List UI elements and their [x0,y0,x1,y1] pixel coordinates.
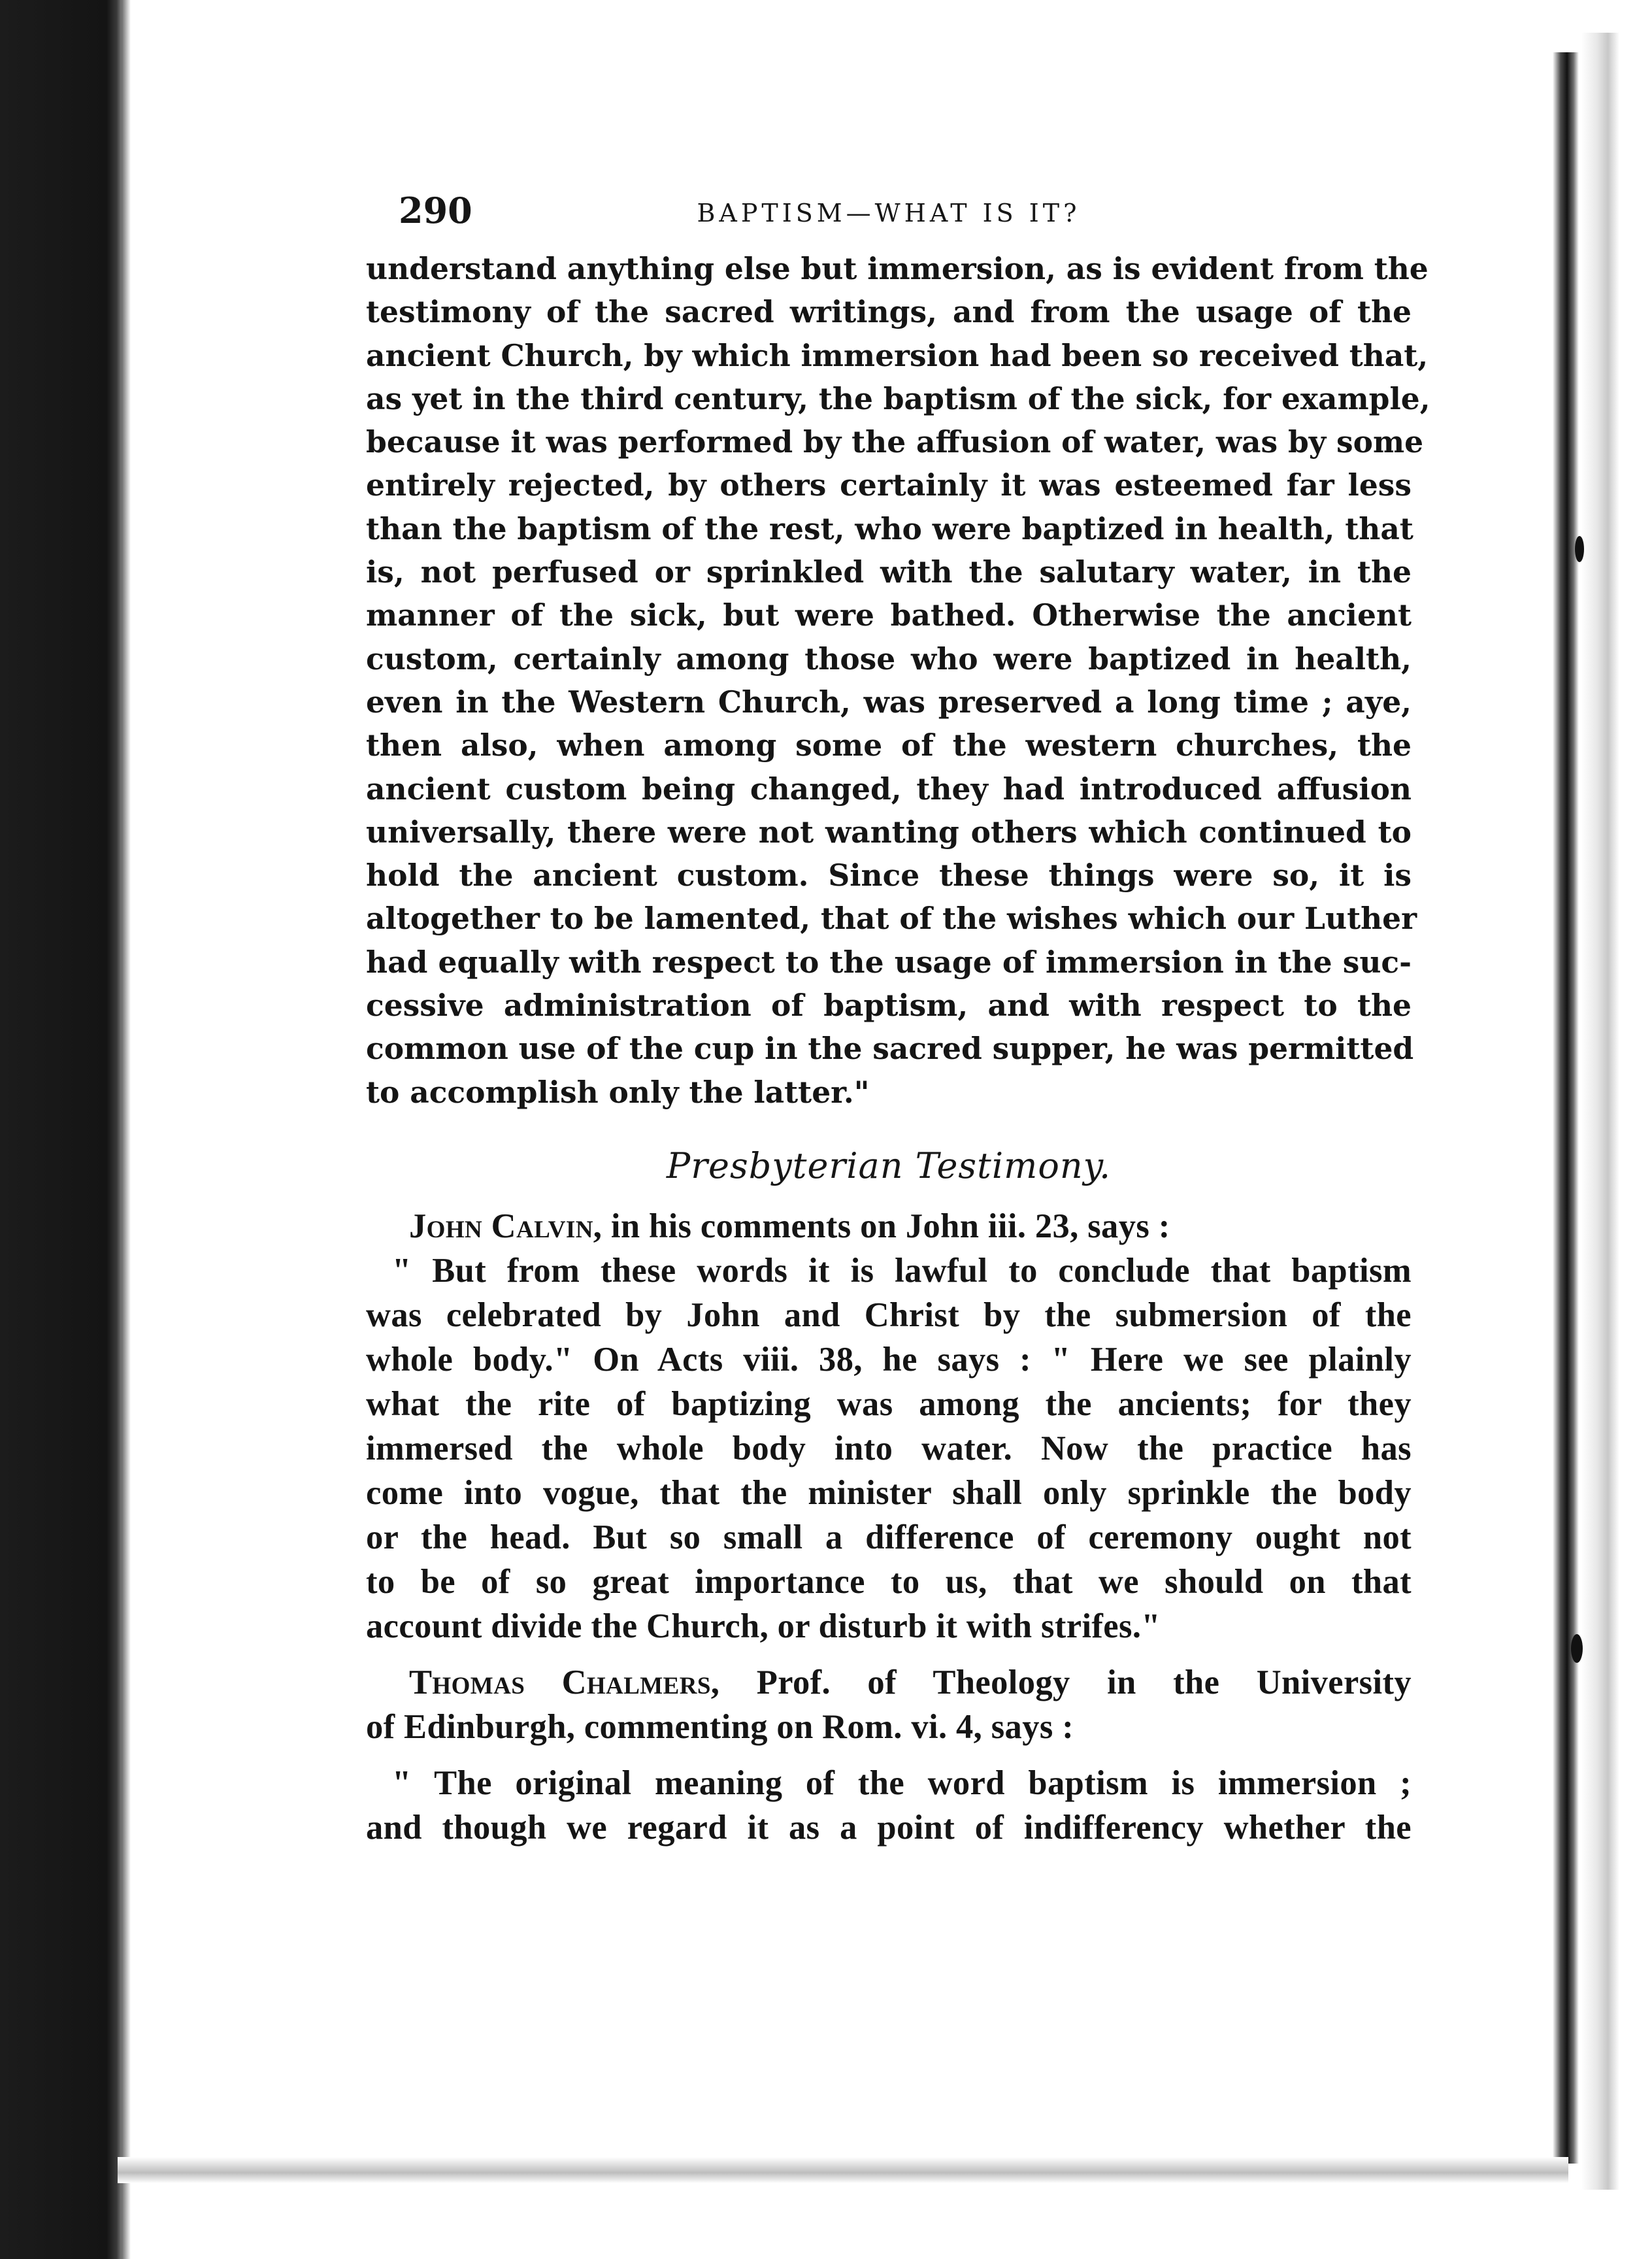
text-line: then also, when among some of the western churches, the [366,728,1412,763]
text-line: whole body." On Acts viii. 38, he says : " Here we see plainly [366,1340,1412,1379]
text-line: or the head. But so small a difference of ceremony ought not [366,1518,1412,1556]
running-title: BAPTISM—WHAT IS IT? [697,199,1081,227]
text-line: entirely rejected, by others certainly it was esteemed far less [366,467,1412,503]
text-line: manner of the sick, but were bathed. Otherwise the ancient [366,597,1412,633]
section-heading: Presbyterian Testimony. [666,1145,1112,1186]
text-line: because it was performed by the affusion of water, was by some [366,424,1424,460]
book-binding-shadow [1553,52,1579,2164]
author-name: John Calvin, [409,1207,603,1245]
text-line [366,1660,1412,1705]
text-line: testimony of the sacred writings, and from the usage of the [366,294,1412,330]
text-line: universally, there were not wanting others which continued to [366,814,1412,850]
book-page [366,157,1430,1850]
intro-text: Prof. of Theology in the University [719,1663,1412,1701]
page-bottom-edge [118,2157,1568,2183]
text-line: come into vogue, that the minister shall only sprinkle the body [366,1473,1412,1512]
paragraph-lutheran-quote [366,235,1430,1114]
book-fore-edge [1581,33,1619,2190]
text-line: than the baptism of the rest, who were baptized in health, that [366,510,1413,546]
scan-speck [1571,1634,1583,1663]
text-line: ancient custom being changed, they had introduced affusion [366,771,1412,807]
text-line: to be of so great importance to us, that we should on that [366,1562,1412,1601]
page-number: 290 [399,190,472,231]
text-line: and though we regard it as a point of indifferency whether the [366,1808,1412,1847]
text-line: ancient Church, by which immersion had been so received that, [366,337,1429,373]
text-line: altogether to be lamented, that of the wishes which our Luther [366,901,1417,937]
text-line: immersed the whole body into water. Now the practice has [366,1429,1412,1467]
calvin-intro [366,1204,1412,1248]
author-name: Thomas Chalmers, [409,1663,720,1701]
text-line: even in the Western Church, was preserved a long time ; aye, [366,684,1412,720]
text-line: " But from these words it is lawful to conclude that baptism [392,1251,1412,1290]
text-line: " The original meaning of the word baptism is immersion ; [392,1764,1412,1802]
text-line: as yet in the third century, the baptism of the sick, for example, [366,380,1430,416]
text-line: what the rite of baptizing was among the ancients; for they [366,1384,1412,1423]
text-line: account divide the Church, or disturb it with strifes." [366,1607,1161,1645]
text-line: is, not perfused or sprinkled with the salutary water, in the [366,554,1412,590]
scan-speck [1575,536,1584,562]
page-header [366,157,1412,235]
chalmers-quote [366,1761,1412,1850]
text-line: custom, certainly among those who were baptized in health, [366,641,1412,677]
chalmers-intro [366,1660,1412,1749]
text-line: was celebrated by John and Christ by the submersion of the [366,1296,1412,1334]
text-line: cessive administration of baptism, and with respect to the [366,988,1412,1024]
text-line: to accomplish only the latter." [366,1074,870,1110]
text-line: common use of the cup in the sacred supper, he was permitted [366,1031,1414,1067]
text-line: of Edinburgh, commenting on Rom. vi. 4, says : [366,1707,1074,1746]
calvin-quote [366,1248,1412,1648]
text-line: understand anything else but immersion, as is evident from the [366,251,1429,286]
scan-dark-margin [0,0,124,2259]
text-line: had equally with respect to the usage of immersion in the suc- [366,944,1412,980]
text-line: hold the ancient custom. Since these things were so, it is [366,858,1412,894]
page-edge-shadow [122,0,131,2259]
text-line [366,1204,1412,1248]
intro-text: in his comments on John iii. 23, says : [602,1207,1170,1245]
